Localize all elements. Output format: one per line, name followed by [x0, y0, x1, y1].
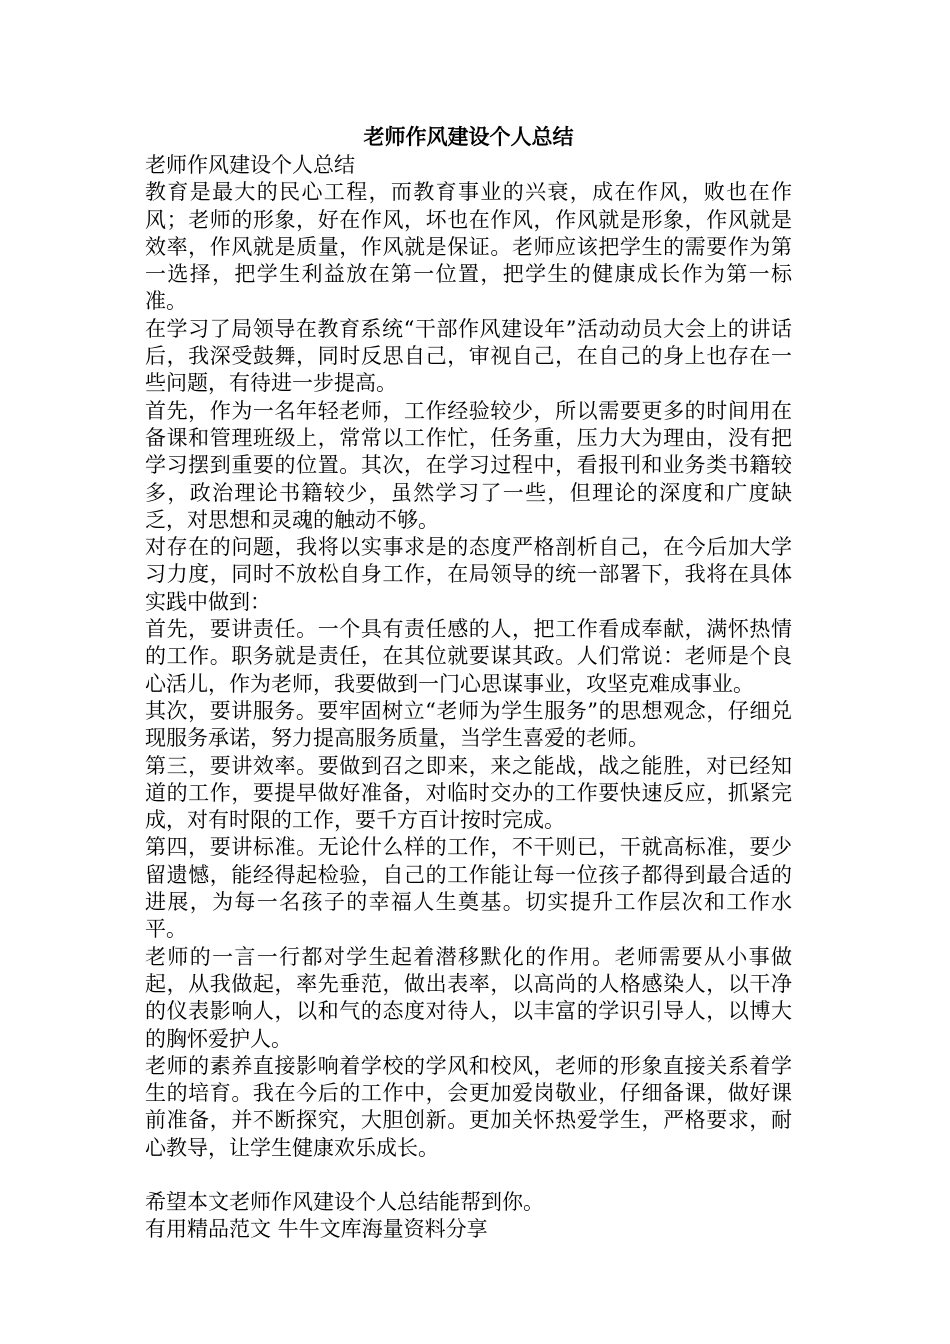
paragraph-9: 老师的一言一行都对学生起着潜移默化的作用。老师需要从小事做起，从我做起，率先垂范，做出表率，以高尚的人格感染人，以干净的仪表影响人，以和气的态度对待人，以丰富的学识引导人，以博大的胸怀爱护人。	[145, 944, 792, 1051]
paragraph-7: 第三，要讲效率。要做到召之即来，来之能战，战之能胜，对已经知道的工作，要提早做好准备，对临时交办的工作要快速反应，抓紧完成，对有时限的工作，要千方百计按时完成。	[145, 753, 792, 833]
document-subtitle: 老师作风建设个人总结	[145, 153, 355, 177]
closing-line: 希望本文老师作风建设个人总结能帮到你。	[145, 1189, 544, 1214]
document-title: 老师作风建设个人总结	[363, 124, 574, 149]
paragraph-8: 第四，要讲标准。无论什么样的工作，不干则已，干就高标准，要少留遗憾，能经得起检验，自己的工作能让每一位孩子都得到最合适的进展，为每一名孩子的幸福人生奠基。切实提升工作层次和工作水平。	[145, 835, 792, 942]
document-page	[145, 122, 792, 1244]
paragraph-3: 首先，作为一名年轻老师，工作经验较少，所以需要更多的时间用在备课和管理班级上，常常以工作忙，任务重，压力大为理由，没有把学习摆到重要的位置。其次，在学习过程中，看报刊和业务类书籍较多，政治理论书籍较少，虽然学习了一些，但理论的深度和广度缺乏，对思想和灵魂的触动不够。	[145, 398, 792, 532]
paragraph-6: 其次，要讲服务。要牢固树立“老师为学生服务”的思想观念，仔细兑现服务承诺，努力提高服务质量，当学生喜爱的老师。	[145, 698, 792, 751]
blank-line	[145, 1162, 792, 1189]
paragraph-5: 首先，要讲责任。一个具有责任感的人，把工作看成奉献，满怀热情的工作。职务就是责任，在其位就要谋其政。人们常说：老师是个良心活儿，作为老师，我要做到一门心思谋事业，攻坚克难成事业。	[145, 617, 792, 696]
footer-line: 有用精品范文 牛牛文库海量资料分享	[145, 1217, 488, 1242]
paragraph-1: 教育是最大的民心工程，而教育事业的兴衰，成在作风，败也在作风；老师的形象，好在作风，坏也在作风，作风就是形象，作风就是效率，作风就是质量，作风就是保证。老师应该把学生的需要作为第一选择，把学生利益放在第一位置，把学生的健康成长作为第一标准。	[145, 180, 792, 314]
paragraph-2: 在学习了局领导在教育系统“干部作风建设年”活动动员大会上的讲话后，我深受鼓舞，同时反思自己，审视自己，在自己的身上也存在一些问题，有待进一步提高。	[145, 316, 792, 396]
paragraph-4: 对存在的问题，我将以实事求是的态度严格剖析自己，在今后加大学习力度，同时不放松自身工作，在局领导的统一部署下，我将在具体实践中做到：	[145, 535, 792, 614]
paragraph-10: 老师的素养直接影响着学校的学风和校风，老师的形象直接关系着学生的培育。我在今后的工作中，会更加爱岗敬业，仔细备课，做好课前准备，并不断探究，大胆创新。更加关怀热爱学生，严格要求，耐心教导，让学生健康欢乐成长。	[145, 1053, 792, 1160]
